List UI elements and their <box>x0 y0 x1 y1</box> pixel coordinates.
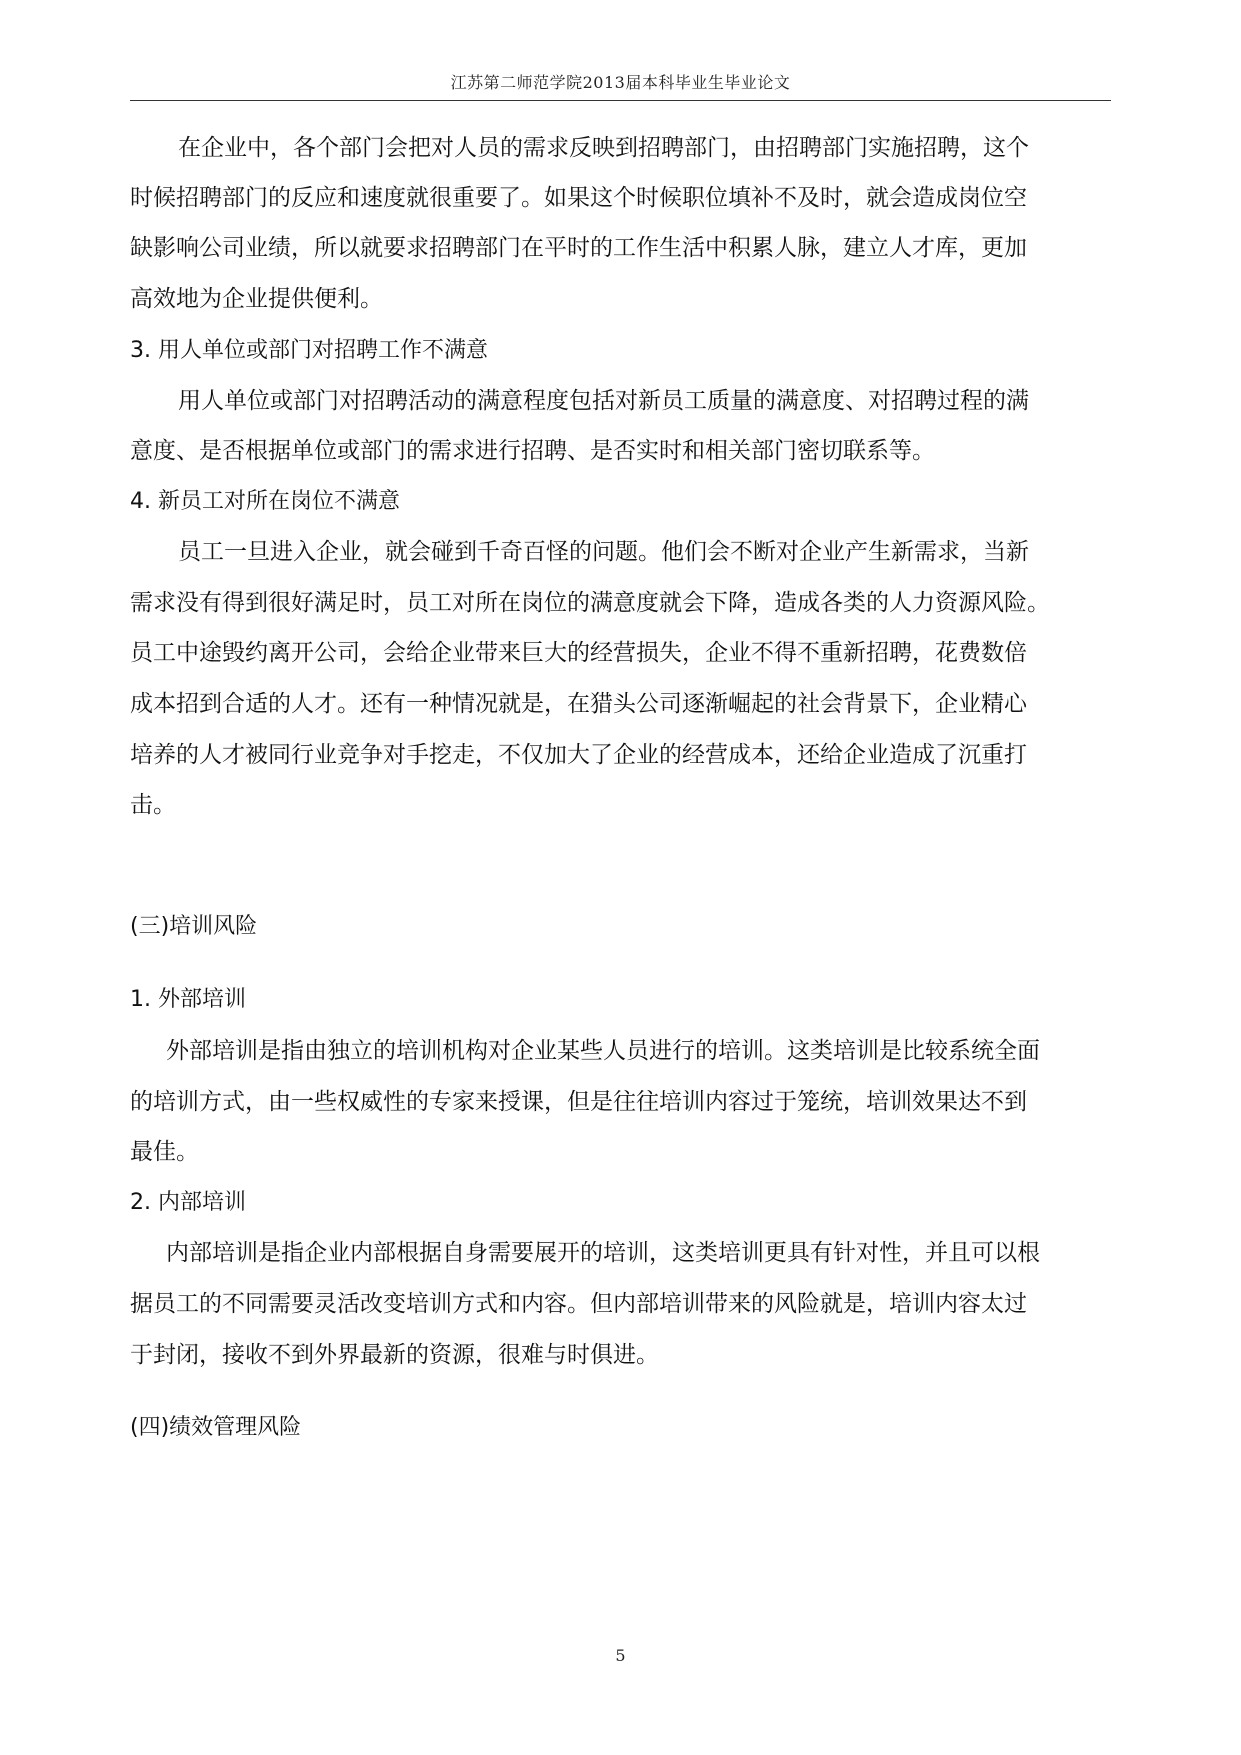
paragraph-line: 时候招聘部门的反应和速度就很重要了。如果这个时候职位填补不及时，就会造成岗位空 <box>130 185 1027 211</box>
paragraph-line: 用人单位或部门对招聘活动的满意程度包括对新员工质量的满意度、对招聘过程的满 <box>178 388 1029 414</box>
paragraph-line: 缺影响公司业绩，所以就要求招聘部门在平时的工作生活中积累人脉，建立人才库，更加 <box>130 235 1027 261</box>
paragraph-line: 意度、是否根据单位或部门的需求进行招聘、是否实时和相关部门密切联系等。 <box>130 438 935 464</box>
subheading-internal-training: 2. 内部培训 <box>130 1190 246 1215</box>
paragraph-line: 内部培训是指企业内部根据自身需要展开的培训，这类培训更具有针对性，并且可以根 <box>166 1240 1040 1266</box>
paragraph-line: 成本招到合适的人才。还有一种情况就是，在猎头公司逐渐崛起的社会背景下，企业精心 <box>130 691 1027 717</box>
subheading-3: 3. 用人单位或部门对招聘工作不满意 <box>130 338 488 363</box>
section-heading-training: (三)培训风险 <box>130 914 258 939</box>
paragraph-line: 需求没有得到很好满足时，员工对所在岗位的满意度就会下降，造成各类的人力资源风险。 <box>130 590 1050 616</box>
header-rule <box>130 100 1111 101</box>
paragraph-line: 最佳。 <box>130 1139 199 1165</box>
paragraph-line: 员工中途毁约离开公司，会给企业带来巨大的经营损失，企业不得不重新招聘，花费数倍 <box>130 640 1027 666</box>
subheading-external-training: 1. 外部培训 <box>130 987 246 1012</box>
paragraph-line: 培养的人才被同行业竞争对手挖走，不仅加大了企业的经营成本，还给企业造成了沉重打 <box>130 742 1027 768</box>
paragraph-line: 于封闭，接收不到外界最新的资源，很难与时俱进。 <box>130 1342 659 1368</box>
running-header: 江苏第二师范学院2013届本科毕业生毕业论文 <box>450 73 791 92</box>
paragraph-line: 外部培训是指由独立的培训机构对企业某些人员进行的培训。这类培训是比较系统全面 <box>166 1038 1040 1064</box>
section-heading-performance: (四)绩效管理风险 <box>130 1415 302 1440</box>
subheading-4: 4. 新员工对所在岗位不满意 <box>130 489 400 514</box>
paragraph-line: 据员工的不同需要灵活改变培训方式和内容。但内部培训带来的风险就是，培训内容太过 <box>130 1291 1027 1317</box>
paragraph-line: 击。 <box>130 792 176 818</box>
page-number: 5 <box>615 1646 626 1665</box>
paragraph-line: 高效地为企业提供便利。 <box>130 286 383 312</box>
paragraph-line: 员工一旦进入企业，就会碰到千奇百怪的问题。他们会不断对企业产生新需求，当新 <box>178 539 1029 565</box>
paragraph-line: 在企业中，各个部门会把对人员的需求反映到招聘部门，由招聘部门实施招聘，这个 <box>178 135 1029 161</box>
paragraph-line: 的培训方式，由一些权威性的专家来授课，但是往往培训内容过于笼统，培训效果达不到 <box>130 1089 1027 1115</box>
